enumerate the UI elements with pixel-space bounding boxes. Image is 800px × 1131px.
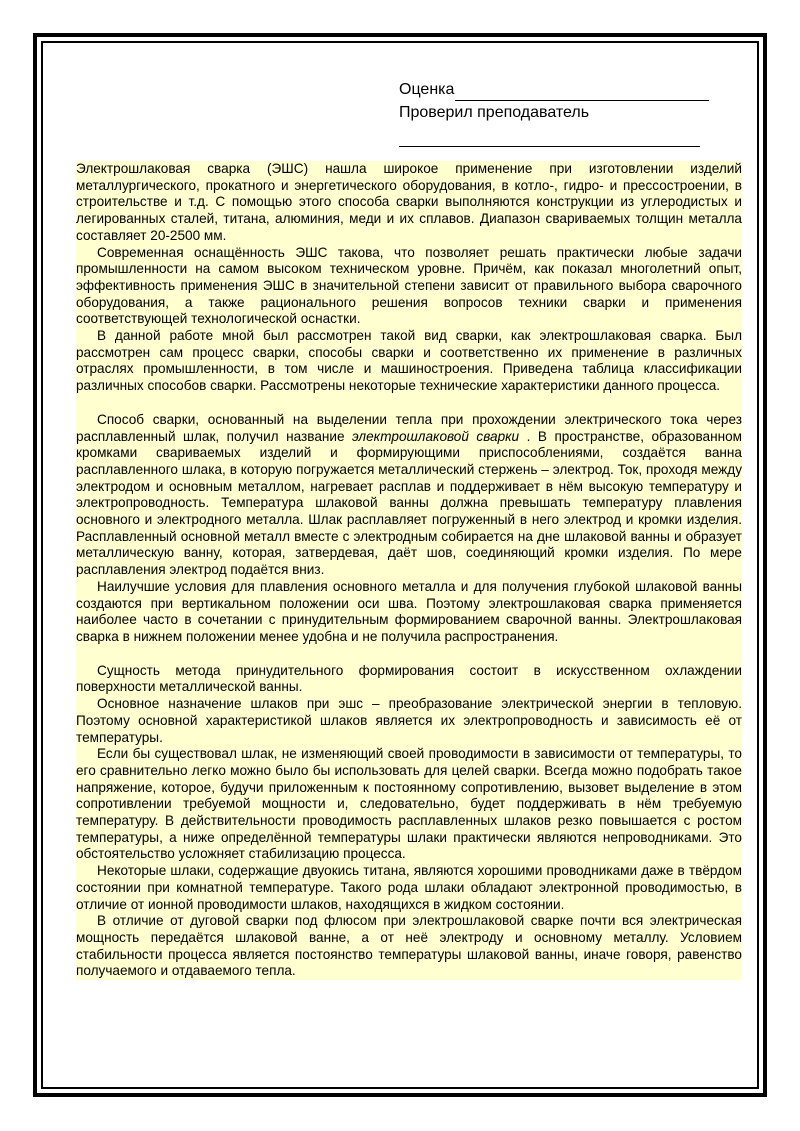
grade-row (399, 78, 709, 101)
paragraph-forced-forming: Сущность метода принудительного формирования состоит в искусственном охлаждении поверхности металлической ванны. (76, 662, 742, 695)
checked-by-row (399, 101, 709, 124)
method-text-after: . В пространстве, образованном кромками свариваемых изделий и формирующими приспособлениями, создаётся ванна расплавленного шлака, в которую погружается металлический стержень – электрод. Ток, проходя между электродом и основным металлом, нагревает расплав и поддерживает в нём высокую температуру и электропроводность. Температура шлаковой ванны должна превышать температуру плавления основного и электродного металла. Шлак расплавляет погруженный в него электрод и кромки изделия. Расплавленный основной металл вместе с электродным собирается на дне шлаковой ванны и образует металлическую ванну, которая, затвердевая, даёт шов, соединяющий кромки изделия. По мере расплавления электрод подаётся вниз. (76, 428, 743, 578)
paragraph-intro: Электрошлаковая сварка (ЭШС) нашла широкое применение при изготовлении изделий металлургического, прокатного и энергетического оборудования, в котло-, гидро- и прессостроении, в строительстве и т.д. С помощью этого способа сварки выполняются конструкции из углеродистых и легированных сталей, титана, алюминия, меди и их сплавов. Диапазон свариваемых толщин металла составляет 20-2500 мм. (76, 161, 742, 243)
paragraph-vertical: Наилучшие условия для плавления основного металла и для получения глубокой шлаковой ванны создаются при вертикальном положении оси шва. Поэтому электрошлаковая сварка применяется наиболее часто в сочетании с принудительным формированием сварочной ванны. Электрошлаковая сварка в нижнем положении менее удобна и не получила распространения. (76, 578, 742, 644)
paragraph-conductivity: Если бы существовал шлак, не изменяющий своей проводимости в зависимости от температуры, то его сравнительно легко можно было бы использовать для целей сварки. Всегда можно подобрать такое напряжение, которое, будучи приложенным к постоянному сопротивлению, вызовет выделение в этом сопротивлении требуемой мощности и, следовательно, будет поддерживать в нём требуемую температуру. В действительности проводимость расплавленных шлаков резко повышается с ростом температуры, а ниже определённой температуры шлаки практически являются непроводниками. Это обстоятельство усложняет стабилизацию процесса. (76, 746, 742, 862)
paragraph-scope: В данной работе мной был рассмотрен такой вид сварки, как электрошлаковая сварка. Был рассмотрен сам процесс сварки, способы сварки и соответственно их применение в различных отраслях промышленности, в том числе и машиностроения. Приведена таблица классификации различных способов сварки. Рассмотрены некоторые технические характеристики данного процесса. (76, 328, 742, 394)
method-text-before: Способ сварки, основанный на выделении тепла при прохождении электрического тока через расплавленный шлак, получил название (76, 411, 742, 444)
paragraph-slag-purpose: Основное назначение шлаков при эшс – преобразование электрической энергии в тепловую. Поэтому основной характеристикой шлаков является их электропроводность и зависимость её от температуры. (76, 696, 742, 745)
paragraph-equipment: Современная оснащённость ЭШС такова, что позволяет решать практически любые задачи промышленности на самом высоком техническом уровне. Причём, как показал многолетний опыт, эффективность применения ЭШС в значительной степени зависит от правильного выбора сварочного оборудования, а также рационального решения вопросов техники сварки и применения соответствующей технологической оснастки. (76, 244, 742, 327)
document-body (76, 161, 742, 980)
checked-by-label: Проверил преподаватель (399, 104, 590, 121)
grade-label: Оценка (399, 81, 455, 98)
signature-blank-line (399, 124, 700, 147)
paragraph-method (76, 412, 742, 579)
method-term: электрошлаковой сварки (352, 428, 520, 444)
paragraph-titanium-slags: Некоторые шлаки, содержащие двуокись титана, являются хорошими проводниками даже в твёрдом состоянии при комнатной температуре. Такого рода шлаки обладают электронной проводимостью, в отличие от ионной проводимости шлаков, находящихся в жидком состоянии. (76, 863, 742, 912)
paragraph-stability: В отличие от дуговой сварки под флюсом при электрошлаковой сварке почти вся электрическая мощность передаётся шлаковой ванне, а от неё электроду и основному металлу. Условием стабильности процесса является постоянство температуры шлаковой ванны, иначе говоря, равенство получаемого и отдаваемого тепла. (76, 913, 742, 979)
grading-header (399, 78, 709, 147)
grade-blank-line (455, 83, 709, 101)
